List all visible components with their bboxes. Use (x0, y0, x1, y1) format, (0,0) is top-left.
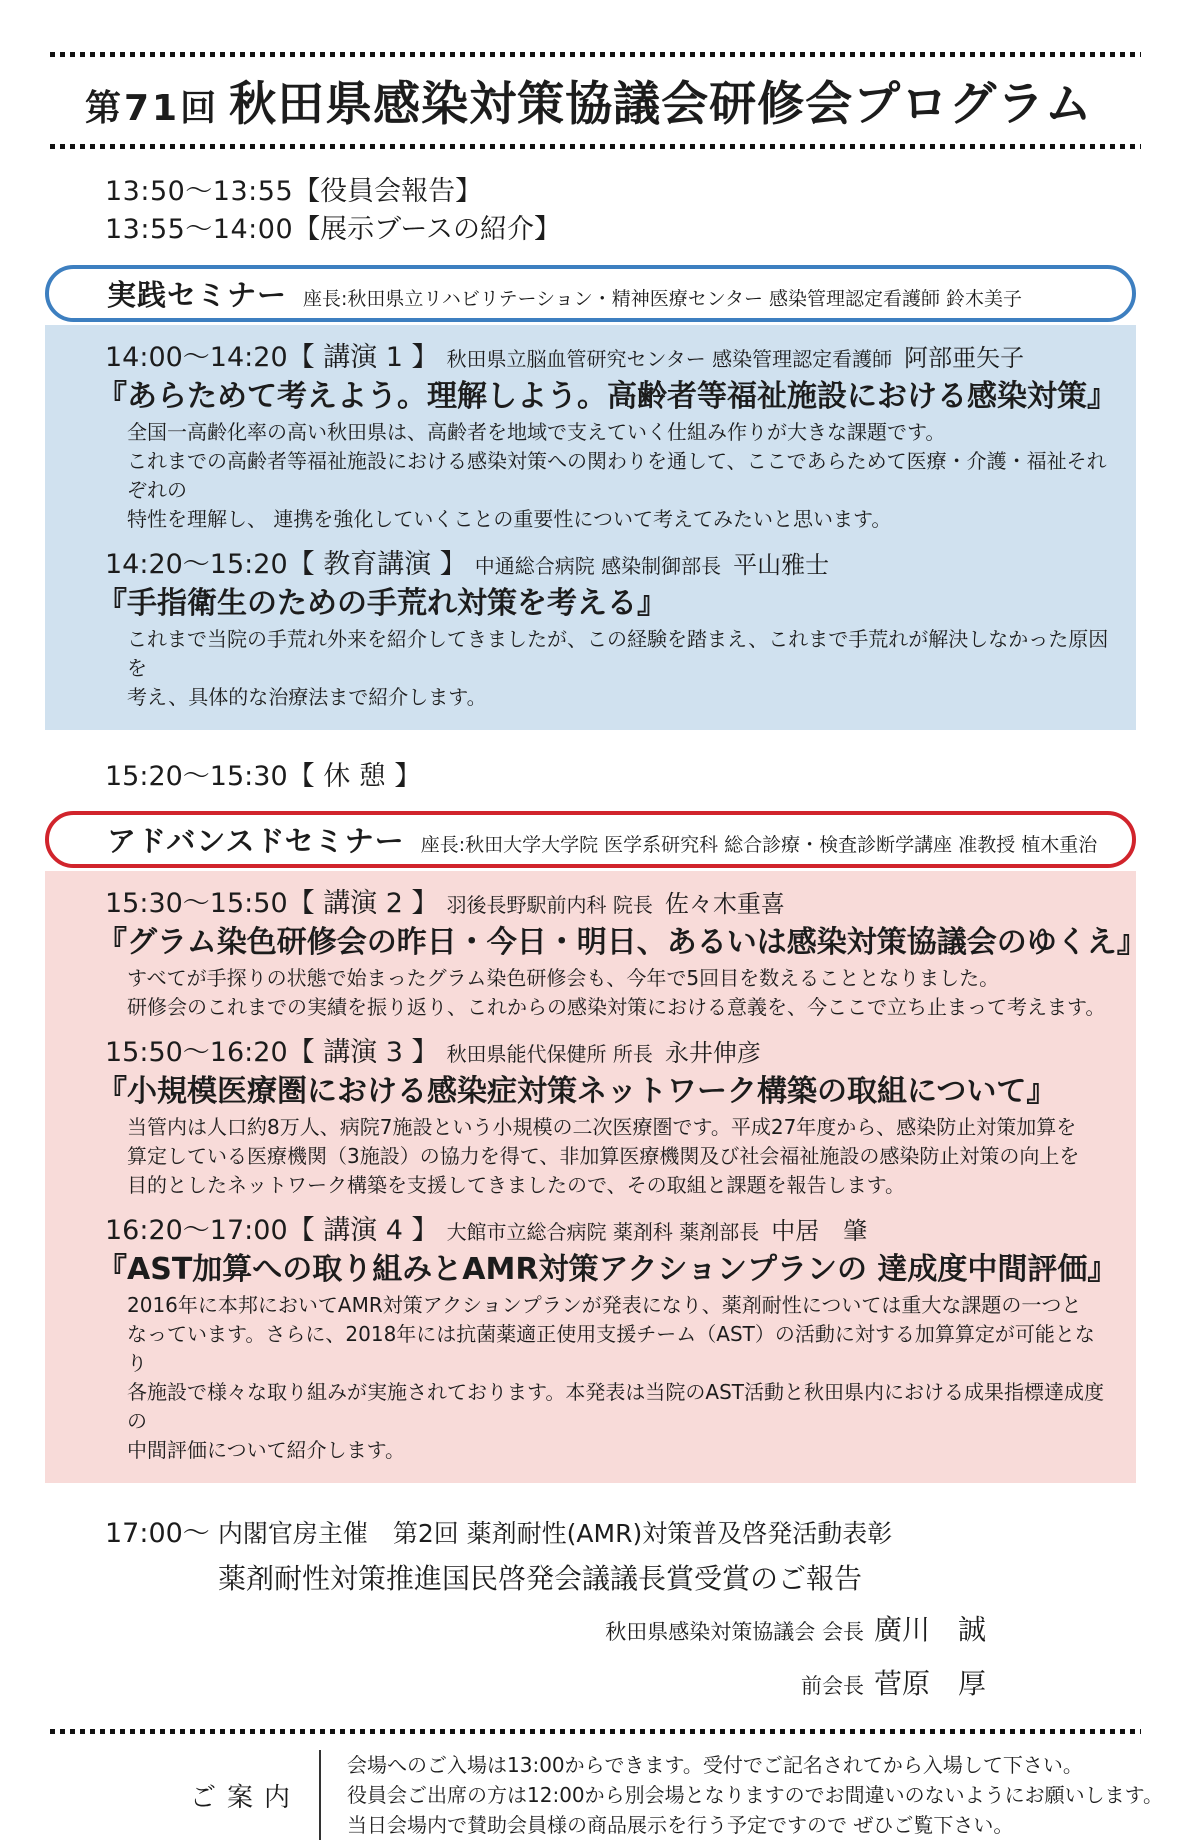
session-bracket: 【 講演 4 】 (287, 1215, 439, 1246)
page-title (85, 67, 1191, 134)
session-lecture-1 (97, 341, 1117, 534)
session-affiliation: 秋田県能代保健所 所長 (446, 1042, 653, 1066)
president-name: 廣川 誠 (873, 1613, 986, 1646)
guidance-notes (347, 1750, 1163, 1840)
session-title: 『手指衛生のための手荒れ対策を考える』 (97, 586, 667, 621)
pre-session-time: 13:55～14:00 (105, 214, 294, 245)
session-title: 『グラム染色研修会の昨日・今日・明日、あるいは感染対策協議会のゆくえ』 (97, 925, 1147, 960)
former-president-name: 菅原 厚 (873, 1667, 986, 1700)
session-lecture-3 (97, 1036, 1110, 1200)
president-signature (0, 1611, 986, 1653)
session-bracket: 【 講演 2 】 (287, 888, 439, 919)
guidance-divider (319, 1750, 321, 1840)
closing-time: 17:00～ (105, 1518, 210, 1549)
session-description (127, 625, 1110, 712)
session-bracket: 【 講演 3 】 (287, 1037, 439, 1068)
guidance-label: ご案内 (190, 1782, 302, 1813)
description-line: 考え、具体的な治療法まで紹介します。 (127, 685, 487, 709)
session-description (127, 964, 1110, 1022)
guidance-note-line: 役員会ご出席の方は12:00から別会場となりますのでお間違いのないようにお願いします。 (347, 1783, 1164, 1807)
session-lecture-4 (97, 1214, 1118, 1465)
session-title: 『小規模医療圏における感染症対策ネットワーク構築の取組について』 (97, 1074, 1057, 1109)
break-row (105, 758, 1191, 795)
session-header (105, 341, 1110, 376)
closing-report-line: 薬剤耐性対策推進国民啓発会議議長賞受賞のご報告 (218, 1562, 863, 1595)
signature-block (0, 1611, 1191, 1707)
seminar-chair: 座長:秋田大学大学院 医学系研究科 総合診療・検査診断学講座 准教授 植木重治 (420, 833, 1098, 856)
president-label: 秋田県感染対策協議会 会長 (605, 1620, 864, 1644)
advanced-seminar-body (45, 871, 1147, 1483)
title-prefix: 第71回 (85, 88, 220, 129)
session-bracket: 【 講演 1 】 (287, 342, 439, 373)
session-affiliation: 秋田県立脳血管研究センター 感染管理認定看護師 (446, 347, 893, 371)
closing-host-line: 内閣官房主催 第2回 薬剤耐性(AMR)対策普及啓発活動表彰 (217, 1519, 893, 1548)
description-line: 各施設で様々な取り組みが実施されております。本発表は当院のAST活動と秋田県内における成果指標達成度の (127, 1380, 1104, 1433)
description-line: 中間評価について紹介します。 (127, 1438, 405, 1462)
pre-session-label: 【展示ブースの紹介】 (293, 214, 561, 245)
break-label: 【 休 憩 】 (287, 761, 422, 792)
guidance-note-line: 会場へのご入場は13:00からできます。受付でご記名されてから入場して下さい。 (347, 1753, 1083, 1777)
seminar-name: アドバンスドセミナー (107, 824, 405, 858)
description-line: これまで当院の手荒れ外来を紹介してきましたが、この経験を踏まえ、これまで手荒れが解決しなかった原因を (127, 627, 1109, 680)
session-time: 14:20～15:20 (105, 549, 288, 580)
description-line: 当管内は人口約8万人、病院7施設という小規模の二次医療圏です。平成27年度から、感染防止対策加算を (127, 1115, 1077, 1139)
session-title: 『AST加算への取り組みとAMR対策アクションプランの 達成度中間評価』 (97, 1252, 1118, 1287)
session-time: 15:50～16:20 (105, 1037, 288, 1068)
guidance-section (190, 1750, 1191, 1840)
description-line: 2016年に本邦においてAMR対策アクションプランが発表になり、薬剤耐性については重大な課題の一つと (127, 1293, 1082, 1317)
session-header (105, 548, 1110, 583)
session-educational-lecture (97, 548, 1110, 712)
session-speaker: 阿部亜矢子 (904, 344, 1025, 372)
description-line: 目的としたネットワーク構築を支援してきましたので、その取組と課題を報告します。 (127, 1173, 905, 1197)
seminar-chair: 座長:秋田県立リハビリテーション・精神医療センター 感染管理認定看護師 鈴木美子 (303, 287, 1023, 310)
session-speaker: 永井伸彦 (664, 1039, 761, 1067)
description-line: 算定している医療機関（3施設）の協力を得て、非加算医療機関及び社会福祉施設の感染防止対策の向上を (127, 1144, 1080, 1168)
former-president-label: 前会長 (800, 1674, 864, 1698)
session-affiliation: 羽後長野駅前内科 院長 (446, 893, 653, 917)
session-time: 15:30～15:50 (105, 888, 288, 919)
session-title: 『あらためて考えよう。理解しよう。高齢者等福祉施設における感染対策』 (97, 379, 1117, 414)
description-line: 研修会のこれまでの実績を振り返り、これからの感染対策における意義を、今ここで立ち止まって考えます。 (127, 995, 1106, 1019)
session-description (127, 1291, 1110, 1465)
guidance-note-line: 当日会場内で賛助会員様の商品展示を行う予定ですので ぜひご覧下さい。 (347, 1813, 1014, 1837)
advanced-seminar-header (45, 811, 1136, 868)
dotted-line-under-title (50, 144, 1141, 149)
session-time: 14:00～14:20 (105, 342, 288, 373)
session-affiliation: 大館市立総合病院 薬剤科 薬剤部長 (446, 1220, 760, 1244)
closing-announcement (105, 1515, 1191, 1553)
title-main: 秋田県感染対策協議会研修会プログラム (229, 77, 1093, 132)
description-line: 全国一高齢化率の高い秋田県は、高齢者を地域で支えていく仕組み作りが大きな課題です。 (127, 420, 946, 444)
practical-seminar-header (45, 265, 1136, 322)
session-speaker: 中居 肇 (771, 1217, 868, 1245)
session-speaker: 平山雅士 (733, 551, 830, 579)
description-line: すべてが手探りの状態で始まったグラム染色研修会も、今年で5回目を数えることとなりました。 (127, 966, 1000, 990)
dotted-line-bottom (50, 1729, 1141, 1734)
session-bracket: 【 教育講演 】 (287, 549, 467, 580)
session-affiliation: 中通総合病院 感染制御部長 (474, 554, 722, 578)
session-lecture-2 (97, 887, 1147, 1022)
break-time: 15:20～15:30 (105, 761, 288, 792)
session-header (105, 1214, 1110, 1249)
description-line: 特性を理解し、 連携を強化していくことの重要性について考えてみたいと思います。 (127, 507, 892, 531)
description-line: なっています。さらに、2018年には抗菌薬適正使用支援チーム（AST）の活動に対する加算算定が可能となり (127, 1322, 1095, 1375)
dotted-line-top (50, 52, 1141, 57)
pre-session-row (105, 211, 1191, 249)
pre-session-row (105, 173, 1191, 211)
pre-session-list (105, 173, 1191, 249)
closing-section (0, 1515, 1191, 1707)
pre-session-label: 【役員会報告】 (293, 176, 483, 207)
program-page (0, 52, 1191, 1837)
session-speaker: 佐々木重喜 (664, 890, 785, 918)
session-description (127, 418, 1110, 534)
session-header (105, 887, 1110, 922)
description-line: これまでの高齢者等福祉施設における感染対策への関わりを通して、ここであらためて医療・介護・福祉それぞれの (127, 449, 1107, 502)
session-header (105, 1036, 1110, 1071)
session-description (127, 1113, 1110, 1200)
practical-seminar-body (45, 325, 1136, 730)
former-president-signature (0, 1665, 986, 1707)
pre-session-time: 13:50～13:55 (105, 176, 294, 207)
session-time: 16:20～17:00 (105, 1215, 288, 1246)
seminar-name: 実践セミナー (107, 278, 288, 312)
